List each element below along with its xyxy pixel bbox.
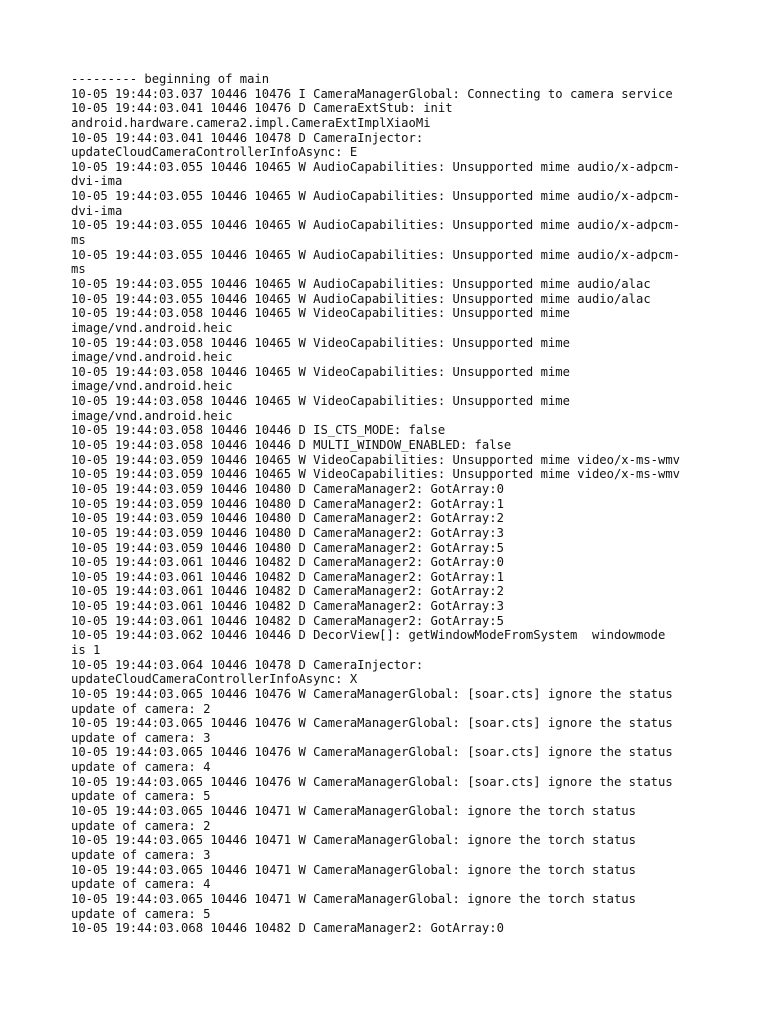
log-line: ms: [71, 262, 86, 277]
log-line: 10-05 19:44:03.058 10446 10446 D MULTI_WINDOW_ENABLED: false: [71, 438, 512, 453]
log-line: 10-05 19:44:03.058 10446 10465 W VideoCapabilities: Unsupported mime: [71, 335, 570, 350]
log-line: 10-05 19:44:03.055 10446 10465 W AudioCapabilities: Unsupported mime audio/x-adpcm-: [71, 189, 681, 204]
log-line: 10-05 19:44:03.059 10446 10465 W VideoCapabilities: Unsupported mime video/x-ms-wmv: [71, 452, 681, 467]
log-line: update of camera: 3: [71, 730, 211, 745]
log-line: dvi-ima: [71, 174, 123, 189]
log-line: 10-05 19:44:03.055 10446 10465 W AudioCapabilities: Unsupported mime audio/alac: [71, 276, 651, 291]
log-line: 10-05 19:44:03.059 10446 10480 D CameraManager2: GotArray:2: [71, 511, 504, 526]
log-line: 10-05 19:44:03.061 10446 10482 D CameraManager2: GotArray:3: [71, 599, 504, 614]
log-line: updateCloudCameraControllerInfoAsync: X: [71, 672, 358, 687]
log-line: 10-05 19:44:03.055 10446 10465 W AudioCapabilities: Unsupported mime audio/alac: [71, 291, 651, 306]
log-line: 10-05 19:44:03.055 10446 10465 W AudioCapabilities: Unsupported mime audio/x-adpcm-: [71, 218, 681, 233]
log-line: update of camera: 2: [71, 701, 211, 716]
log-line: 10-05 19:44:03.058 10446 10465 W VideoCapabilities: Unsupported mime: [71, 364, 570, 379]
log-line: 10-05 19:44:03.059 10446 10480 D CameraManager2: GotArray:1: [71, 496, 504, 511]
log-line: 10-05 19:44:03.065 10446 10471 W CameraManagerGlobal: ignore the torch status: [71, 833, 636, 848]
log-line: 10-05 19:44:03.059 10446 10480 D CameraManager2: GotArray:0: [71, 481, 504, 496]
log-line: 10-05 19:44:03.065 10446 10471 W CameraManagerGlobal: ignore the torch status: [71, 862, 636, 877]
log-line: 10-05 19:44:03.068 10446 10482 D CameraManager2: GotArray:0: [71, 921, 504, 936]
log-line: 10-05 19:44:03.059 10446 10465 W VideoCapabilities: Unsupported mime video/x-ms-wmv: [71, 467, 681, 482]
log-line: 10-05 19:44:03.065 10446 10476 W CameraManagerGlobal: [soar.cts] ignore the status: [71, 716, 673, 731]
log-line: 10-05 19:44:03.058 10446 10465 W VideoCapabilities: Unsupported mime: [71, 394, 570, 409]
log-line: android.hardware.camera2.impl.CameraExtImplXiaoMi: [71, 115, 431, 130]
log-line: image/vnd.android.heic: [71, 379, 233, 394]
log-line: update of camera: 2: [71, 818, 211, 833]
log-line: 10-05 19:44:03.065 10446 10476 W CameraManagerGlobal: [soar.cts] ignore the status: [71, 774, 673, 789]
log-line: 10-05 19:44:03.041 10446 10476 D CameraExtStub: init: [71, 101, 453, 116]
log-line: 10-05 19:44:03.062 10446 10446 D DecorView[]: getWindowModeFromSystem windowmode: [71, 628, 666, 643]
log-line: 10-05 19:44:03.041 10446 10478 D CameraInjector:: [71, 130, 424, 145]
log-line: 10-05 19:44:03.037 10446 10476 I CameraManagerGlobal: Connecting to camera service: [71, 86, 673, 101]
log-line: dvi-ima: [71, 203, 123, 218]
log-line: update of camera: 3: [71, 847, 211, 862]
log-line: 10-05 19:44:03.058 10446 10465 W VideoCapabilities: Unsupported mime: [71, 306, 570, 321]
log-line: 10-05 19:44:03.059 10446 10480 D CameraManager2: GotArray:3: [71, 525, 504, 540]
log-line: update of camera: 5: [71, 789, 211, 804]
log-line: ms: [71, 233, 86, 248]
log-line: 10-05 19:44:03.055 10446 10465 W AudioCapabilities: Unsupported mime audio/x-adpcm-: [71, 247, 681, 262]
log-line: image/vnd.android.heic: [71, 350, 233, 365]
log-line: updateCloudCameraControllerInfoAsync: E: [71, 145, 358, 160]
log-line: update of camera: 5: [71, 906, 211, 921]
log-line: 10-05 19:44:03.061 10446 10482 D CameraManager2: GotArray:2: [71, 584, 504, 599]
log-line: image/vnd.android.heic: [71, 408, 233, 423]
log-line: 10-05 19:44:03.065 10446 10476 W CameraManagerGlobal: [soar.cts] ignore the status: [71, 745, 673, 760]
log-line: --------- beginning of main: [71, 72, 270, 86]
log-line: 10-05 19:44:03.061 10446 10482 D CameraManager2: GotArray:5: [71, 613, 504, 628]
log-line: update of camera: 4: [71, 760, 211, 775]
log-line: image/vnd.android.heic: [71, 320, 233, 335]
log-line: 10-05 19:44:03.058 10446 10446 D IS_CTS_MODE: false: [71, 423, 446, 438]
log-line: update of camera: 4: [71, 877, 211, 892]
log-line: 10-05 19:44:03.065 10446 10471 W CameraManagerGlobal: ignore the torch status: [71, 804, 636, 819]
log-line: 10-05 19:44:03.061 10446 10482 D CameraManager2: GotArray:1: [71, 569, 504, 584]
log-line: 10-05 19:44:03.059 10446 10480 D CameraManager2: GotArray:5: [71, 540, 504, 555]
log-line: 10-05 19:44:03.061 10446 10482 D CameraManager2: GotArray:0: [71, 555, 504, 570]
log-line: 10-05 19:44:03.065 10446 10476 W CameraManagerGlobal: [soar.cts] ignore the status: [71, 686, 673, 701]
log-line: 10-05 19:44:03.055 10446 10465 W AudioCapabilities: Unsupported mime audio/x-adpcm-: [71, 159, 681, 174]
log-line: 10-05 19:44:03.064 10446 10478 D CameraInjector:: [71, 657, 424, 672]
log-text-block: [71, 72, 711, 936]
log-line: is 1: [71, 642, 101, 657]
log-line: 10-05 19:44:03.065 10446 10471 W CameraManagerGlobal: ignore the torch status: [71, 891, 636, 906]
